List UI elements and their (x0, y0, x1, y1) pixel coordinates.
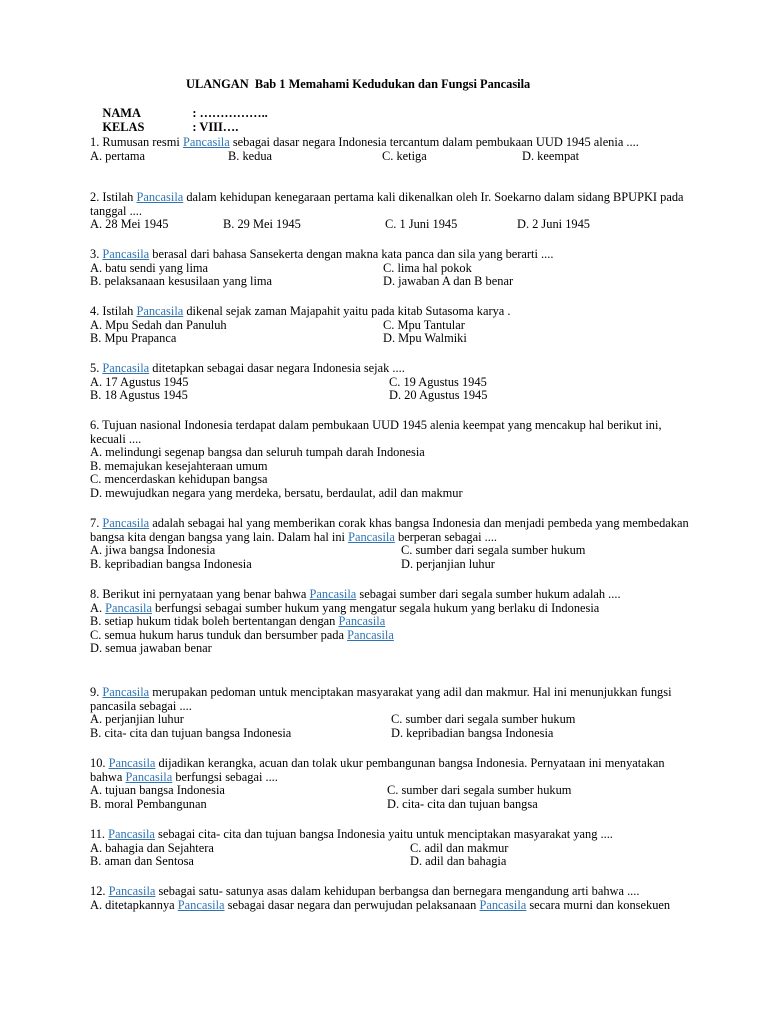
option-row (90, 262, 690, 276)
option-b (90, 460, 690, 474)
pancasila-link[interactable]: Pancasila (136, 190, 184, 204)
option-row (90, 218, 690, 232)
option-text: A. tujuan bangsa Indonesia (90, 783, 225, 798)
option-a (90, 602, 690, 616)
pancasila-link[interactable]: Pancasila (182, 135, 230, 149)
option-d (90, 487, 690, 501)
option-text: B. moral Pembangunan (90, 796, 207, 811)
option-text: D. semua jawaban benar (90, 641, 212, 656)
option-text: D. cita- cita dan tujuan bangsa (387, 796, 538, 811)
pancasila-link[interactable]: Pancasila (102, 516, 150, 530)
option-text: berfungsi sebagai sumber hukum yang mengatur segala hukum yang berlaku di Indonesia (151, 600, 600, 615)
stem-text: sebagai satu- satunya asas dalam kehidupan berbangsa dan bernegara mengandung arti bahwa .... (155, 884, 640, 898)
stem-text: 5. (90, 361, 103, 375)
question-stem (90, 419, 690, 446)
stem-text: 10. (90, 756, 109, 770)
option-text: D. keempat (522, 148, 580, 163)
option-row (90, 389, 690, 403)
stem-text: merupakan pedoman untuk menciptakan masyarakat yang adil dan makmur. Hal ini menunjukkan fungsi pancasila sebagai .... (90, 685, 672, 713)
question-stem (90, 305, 690, 319)
pancasila-link[interactable]: Pancasila (108, 884, 156, 898)
option-text: B. kepribadian bangsa Indonesia (90, 556, 252, 571)
option-text: A. bahagia dan Sejahtera (90, 840, 214, 855)
option-a (90, 446, 690, 460)
option-text: C. lima hal pokok (383, 260, 472, 275)
stem-text: 2. Istilah (90, 190, 137, 204)
stem-text: 3. (90, 247, 103, 261)
stem-text: sebagai sumber dari segala sumber hukum adalah .... (356, 587, 621, 601)
option-row (90, 150, 690, 164)
option-text: D. perjanjian luhur (401, 556, 495, 571)
stem-text: sebagai dasar negara Indonesia tercantum dalam pembukaan UUD 1945 alenia .... (229, 135, 639, 149)
question-stem (90, 517, 690, 544)
pancasila-link[interactable]: Pancasila (125, 769, 173, 784)
option-text: A. Mpu Sedah dan Panuluh (90, 317, 227, 332)
option-row (90, 842, 690, 856)
name-label: NAMA (102, 105, 141, 120)
question-stem (90, 362, 690, 376)
option-text: B. memajukan kesejahteraan umum (90, 458, 268, 473)
option-text: D. kepribadian bangsa Indonesia (391, 725, 554, 740)
pancasila-link[interactable]: Pancasila (108, 756, 156, 770)
option-text: B. 29 Mei 1945 (223, 217, 301, 232)
stem-text: berasal dari bahasa Sansekerta dengan makna kata panca dan sila yang berarti .... (149, 247, 554, 261)
question-11 (90, 828, 690, 869)
name-value: : …………….. (192, 105, 268, 120)
option-row (90, 332, 690, 346)
question-stem (90, 588, 690, 602)
pancasila-link[interactable]: Pancasila (105, 600, 152, 615)
option-row (90, 784, 690, 798)
option-text: B. setiap hukum tidak boleh bertentangan dengan (90, 614, 339, 629)
option-a (90, 899, 690, 913)
pancasila-link[interactable]: Pancasila (347, 627, 394, 642)
class-value: : VIII…. (192, 119, 239, 134)
stem-text: dikenal sejak zaman Majapahit yaitu pada kitab Sutasoma karya . (183, 304, 511, 318)
question-12 (90, 885, 690, 912)
option-text: B. aman dan Sentosa (90, 854, 194, 869)
option-text: secara murni dan konsekuen (526, 897, 671, 912)
stem-text: dalam kehidupan kenegaraan pertama kali dikenalkan oleh Ir. Soekarno dalam sidang BPUPKI pada tanggal .... (90, 190, 684, 218)
option-row (90, 319, 690, 333)
stem-text: 1. Rumusan resmi (90, 135, 183, 149)
option-row (90, 275, 690, 289)
option-row (90, 798, 690, 812)
stem-text: adalah sebagai hal yang memberikan corak khas bangsa Indonesia dan menjadi pembeda yang membedakan bangsa kita dengan bangsa yang lain. Dalam hal ini (90, 516, 689, 544)
option-row (90, 558, 690, 572)
stem-text: berfungsi sebagai .... (172, 769, 278, 784)
question-10 (90, 757, 690, 811)
option-row (90, 544, 690, 558)
option-text: A. batu sendi yang lima (90, 260, 209, 275)
option-text: A. 28 Mei 1945 (90, 217, 169, 232)
question-4 (90, 305, 690, 346)
question-stem (90, 885, 690, 899)
question-stem (90, 191, 690, 218)
option-text: C. Mpu Tantular (383, 317, 465, 332)
option-text: A. ditetapkannya (90, 897, 178, 912)
option-text: B. pelaksanaan kesusilaan yang lima (90, 274, 273, 289)
option-text: D. 2 Juni 1945 (517, 217, 590, 232)
option-text: A. (90, 600, 106, 615)
option-text: D. Mpu Walmiki (383, 331, 467, 346)
pancasila-link[interactable]: Pancasila (338, 614, 386, 629)
option-b (90, 615, 690, 629)
stem-text: 11. (90, 827, 109, 841)
option-text: A. melindungi segenap bangsa dan seluruh tumpah darah Indonesia (90, 445, 425, 460)
pancasila-link[interactable]: Pancasila (309, 587, 357, 601)
option-row (90, 727, 690, 741)
option-text: C. sumber dari segala sumber hukum (391, 712, 576, 727)
question-6 (90, 419, 690, 501)
option-text: B. Mpu Prapanca (90, 331, 177, 346)
option-text: D. mewujudkan negara yang merdeka, bersatu, berdaulat, adil dan makmur (90, 485, 463, 500)
option-text: sebagai dasar negara dan perwujudan pelaksanaan (224, 897, 480, 912)
stem-text: berperan sebagai .... (394, 529, 498, 544)
option-text: C. 19 Agustus 1945 (389, 374, 487, 389)
option-text: A. 17 Agustus 1945 (90, 374, 189, 389)
option-text: A. jiwa bangsa Indonesia (90, 543, 216, 558)
question-2 (90, 191, 690, 232)
question-7 (90, 517, 690, 571)
question-stem (90, 686, 690, 713)
option-text: B. cita- cita dan tujuan bangsa Indonesia (90, 725, 292, 740)
pancasila-link[interactable]: Pancasila (479, 897, 527, 912)
question-5 (90, 362, 690, 403)
question-stem (90, 828, 690, 842)
question-8 (90, 588, 690, 656)
stem-text: 6. Tujuan nasional Indonesia terdapat dalam pembukaan UUD 1945 alenia keempat yang mencakup hal berikut ini, kecuali .... (90, 418, 662, 446)
option-row (90, 376, 690, 390)
option-c (90, 473, 690, 487)
option-text: B. kedua (228, 148, 273, 163)
stem-text: dijadikan kerangka, acuan dan tolak ukur pembangunan bangsa Indonesia. Pernyataan ini menyatakan bahwa (90, 756, 665, 784)
stem-text: ditetapkan sebagai dasar negara Indonesia sejak .... (149, 361, 405, 375)
option-text: D. jawaban A dan B benar (383, 274, 514, 289)
option-text: D. adil dan bahagia (410, 854, 507, 869)
option-d (90, 642, 690, 656)
option-text: C. 1 Juni 1945 (385, 217, 458, 232)
class-label: KELAS (102, 119, 145, 134)
pancasila-link[interactable]: Pancasila (136, 304, 184, 318)
pancasila-link[interactable]: Pancasila (177, 897, 225, 912)
question-stem (90, 757, 690, 784)
pancasila-link[interactable]: Pancasila (108, 827, 155, 841)
stem-text: 4. Istilah (90, 304, 137, 318)
stem-text: 8. Berikut ini pernyataan yang benar bahwa (90, 587, 310, 601)
option-text: C. semua hukum harus tunduk dan bersumber pada (90, 627, 348, 642)
stem-text: 9. (90, 685, 103, 699)
pancasila-link[interactable]: Pancasila (348, 529, 395, 544)
option-text: A. perjanjian luhur (90, 712, 184, 727)
question-stem (90, 248, 690, 262)
question-stem (90, 136, 690, 150)
option-text: C. sumber dari segala sumber hukum (387, 783, 572, 798)
option-text: D. 20 Agustus 1945 (389, 388, 488, 403)
question-3 (90, 248, 690, 289)
option-text: C. ketiga (382, 148, 427, 163)
option-text: C. adil dan makmur (410, 840, 509, 855)
option-text: A. pertama (90, 148, 146, 163)
option-text: C. mencerdaskan kehidupan bangsa (90, 472, 268, 487)
question-9 (90, 686, 690, 740)
question-1 (90, 136, 690, 163)
stem-text: 12. (90, 884, 109, 898)
option-row (90, 855, 690, 869)
pancasila-link[interactable]: Pancasila (102, 247, 150, 261)
option-c (90, 629, 690, 643)
option-row (90, 713, 690, 727)
exam-title: ULANGAN Bab 1 Memahami Kedudukan dan Fungsi Pancasila (186, 77, 531, 91)
stem-text: sebagai cita- cita dan tujuan bangsa Indonesia yaitu untuk menciptakan masyarakat yang .... (154, 827, 613, 841)
stem-text: 7. (90, 516, 103, 530)
option-text: B. 18 Agustus 1945 (90, 388, 188, 403)
pancasila-link[interactable]: Pancasila (102, 361, 150, 375)
pancasila-link[interactable]: Pancasila (102, 685, 150, 699)
option-text: C. sumber dari segala sumber hukum (401, 543, 586, 558)
